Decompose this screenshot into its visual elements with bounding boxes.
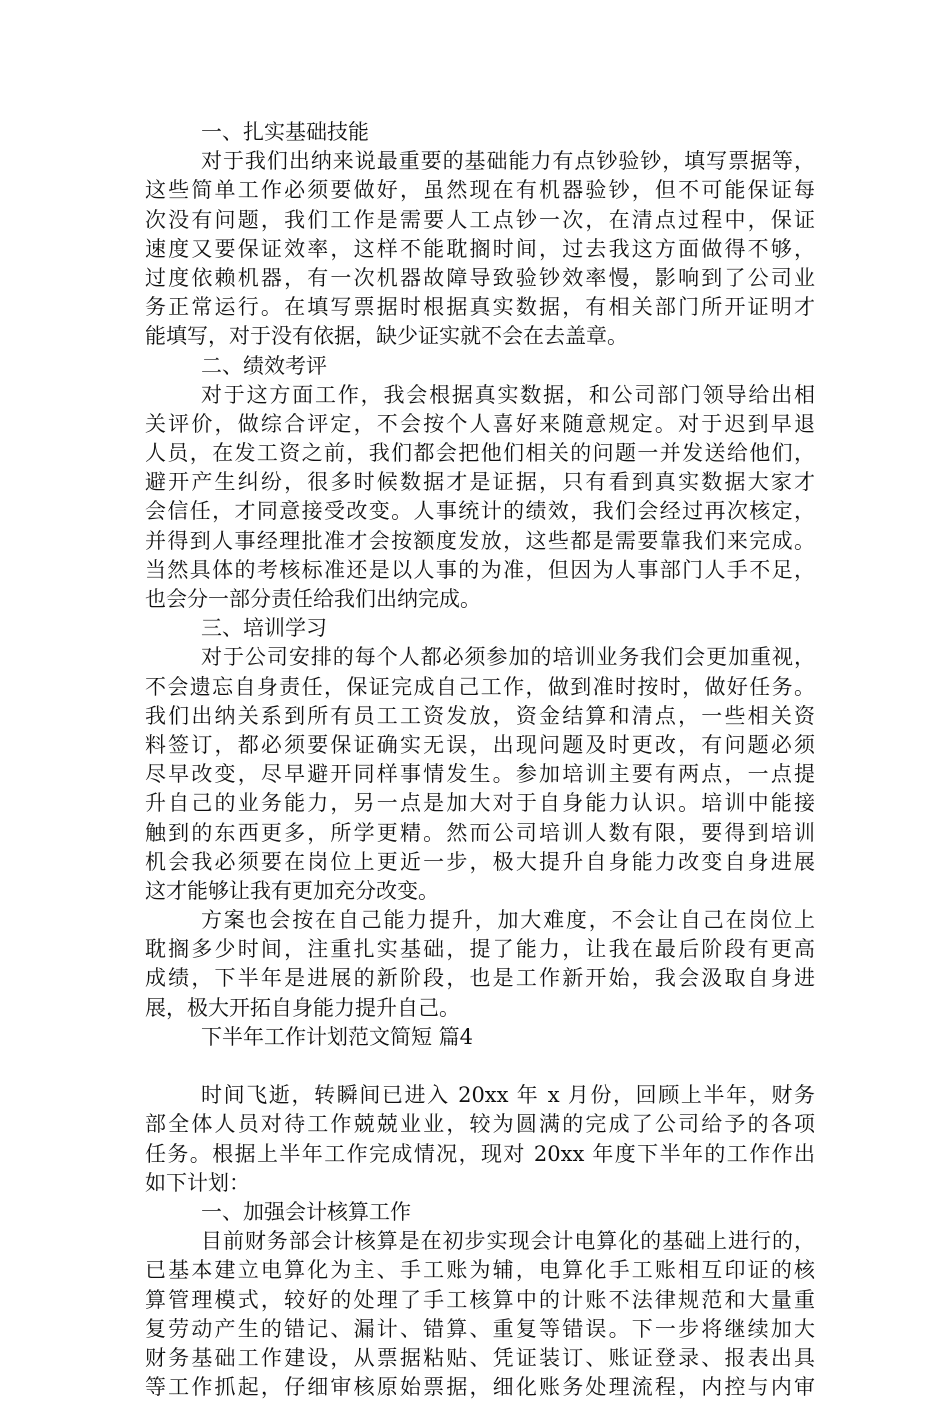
paragraph-line: 速度又要保证效率，这样不能耽搁时间，过去我这方面做得不够， — [145, 236, 815, 261]
paragraph-line: 会信任，才同意接受改变。人事统计的绩效，我们会经过再次核定， — [145, 499, 815, 524]
document-page — [145, 118, 815, 1402]
paragraph-line: 耽搁多少时间，注重扎实基础，提了能力，让我在最后阶段有更高 — [145, 937, 815, 962]
paragraph-line: 并得到人事经理批准才会按额度发放，这些都是需要靠我们来完成。 — [145, 528, 815, 553]
paragraph-line: 机会我必须要在岗位上更近一步，极大提升自身能力改变自身进展 — [145, 849, 815, 874]
section-heading-4: 一、加强会计核算工作 — [201, 1199, 411, 1224]
section-heading-2: 二、绩效考评 — [201, 353, 327, 378]
paragraph-line: 关评价，做综合评定，不会按个人喜好来随意规定。对于迟到早退 — [145, 411, 815, 436]
paragraph-line: 尽早改变，尽早避开同样事情发生。参加培训主要有两点，一点提 — [145, 762, 815, 787]
article-title: 下半年工作计划范文简短 篇4 — [201, 1024, 474, 1049]
blank-line — [145, 1052, 815, 1081]
paragraph-line: 已基本建立电算化为主、手工账为辅，电算化手工账相互印证的核 — [145, 1258, 815, 1283]
paragraph-line: 方案也会按在自己能力提升，加大难度，不会让自己在岗位上 — [201, 908, 815, 933]
paragraph-line: 算管理模式，较好的处理了手工核算中的计账不法律规范和大量重 — [145, 1287, 815, 1312]
paragraph-line: 当然具体的考核标准还是以人事的为准，但因为人事部门人手不足， — [145, 557, 815, 582]
paragraph-line: 对于我们出纳来说最重要的基础能力有点钞验钞，填写票据等， — [201, 149, 815, 174]
paragraph-line: 不会遗忘自身责任，保证完成自己工作，做到准时按时，做好任务。 — [145, 674, 815, 699]
paragraph-line: 成绩，下半年是进展的新阶段，也是工作新开始，我会汲取自身进 — [145, 966, 815, 991]
paragraph-line: 避开产生纠纷，很多时候数据才是证据，只有看到真实数据大家才 — [145, 470, 815, 495]
paragraph-line: 次没有问题，我们工作是需要人工点钞一次，在清点过程中，保证 — [145, 207, 815, 232]
paragraph-line: 财务基础工作建设，从票据粘贴、凭证装订、账证登录、报表出具 — [145, 1345, 815, 1370]
paragraph-line: 复劳动产生的错记、漏计、错算、重复等错误。下一步将继续加大 — [145, 1316, 815, 1341]
paragraph-line: 料签订，都必须要保证确实无误，出现问题及时更改，有问题必须 — [145, 732, 815, 757]
paragraph-line: 部全体人员对待工作兢兢业业，较为圆满的完成了公司给予的各项 — [145, 1112, 815, 1137]
paragraph-line: 务正常运行。在填写票据时根据真实数据，有相关部门所开证明才 — [145, 295, 815, 320]
paragraph-line: 目前财务部会计核算是在初步实现会计电算化的基础上进行的， — [201, 1229, 815, 1254]
paragraph-line: 过度依赖机器，有一次机器故障导致验钞效率慢，影响到了公司业 — [145, 265, 815, 290]
paragraph-line: 触到的东西更多，所学更精。然而公司培训人数有限，要得到培训 — [145, 820, 815, 845]
paragraph-line: 也会分一部分责任给我们出纳完成。 — [145, 587, 481, 611]
paragraph-line: 这些简单工作必须要做好，虽然现在有机器验钞，但不可能保证每 — [145, 178, 815, 203]
section-heading-1: 一、扎实基础技能 — [201, 120, 369, 144]
paragraph-line: 这才能够让我有更加充分改变。 — [145, 878, 439, 903]
paragraph-line: 能填写，对于没有依据，缺少证实就不会在去盖章。 — [145, 324, 628, 349]
paragraph-line: 如下计划： — [145, 1170, 250, 1195]
paragraph-line: 等工作抓起，仔细审核原始票据，细化账务处理流程，内控与内审 — [145, 1375, 815, 1400]
paragraph-line: 对于这方面工作，我会根据真实数据，和公司部门领导给出相 — [201, 382, 815, 407]
paragraph-line: 我们出纳关系到所有员工工资发放，资金结算和清点，一些相关资 — [145, 703, 815, 728]
paragraph-line: 任务。根据上半年工作完成情况，现对 20xx 年度下半年的工作作出 — [145, 1141, 815, 1166]
paragraph-line: 人员，在发工资之前，我们都会把他们相关的问题一并发送给他们， — [145, 441, 815, 466]
paragraph-line: 时间飞逝，转瞬间已进入 20xx 年 x 月份，回顾上半年，财务 — [201, 1083, 815, 1108]
paragraph-line: 展，极大开拓自身能力提升自己。 — [145, 995, 460, 1020]
paragraph-line: 对于公司安排的每个人都必须参加的培训业务我们会更加重视， — [201, 645, 815, 670]
paragraph-line: 升自己的业务能力，另一点是加大对于自身能力认识。培训中能接 — [145, 791, 815, 816]
section-heading-3: 三、培训学习 — [201, 616, 327, 641]
